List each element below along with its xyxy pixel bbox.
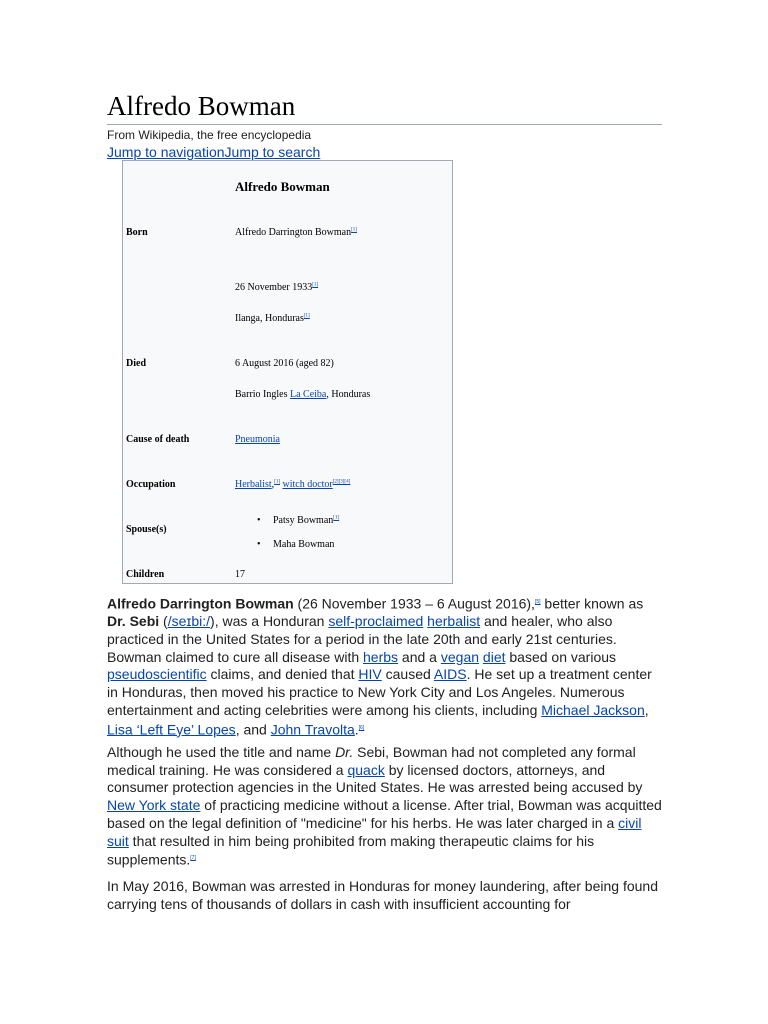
page-title: Alfredo Bowman xyxy=(107,91,296,121)
diet-link[interactable]: diet xyxy=(482,648,506,665)
infobox-spouse-label: Spouse(s) xyxy=(126,524,167,535)
new-york-state-link[interactable]: New York state xyxy=(107,797,201,814)
pseudoscientific-link[interactable]: pseudoscientific xyxy=(107,666,207,683)
citation-link[interactable]: [1] xyxy=(312,282,319,288)
intro-paragraph: Alfredo Darrington Bowman (26 November 1933 – 6 August 2016),[5] better known as Dr. Sebi (/seɪbi:/), was a Honduran self-proclaimed herbalist and healer, who also practiced in the United States for a period in the late 20th and early 21st centuries. Bowman claimed to cure all disease with herbs and a vegan diet based on various pseudoscientific claims, and denied that HIV caused AIDS. He set up a treatment center in Honduras, then moved his practice to New York City and Los Angeles. Numerous entertainment and acting celebrities were among his clients, including Michael Jackson, Lisa ‘Left Eye’ Lopes, and John Travolta.[6] xyxy=(107,595,652,738)
self-proclaimed-link[interactable]: self-proclaimed xyxy=(328,613,424,630)
bullet: • xyxy=(257,515,261,526)
infobox-occupation-label: Occupation xyxy=(126,479,176,490)
infobox-died-place: Barrio Ingles La Ceiba, Honduras xyxy=(235,389,371,400)
infobox-died-label: Died xyxy=(126,358,146,369)
civil-suit-link[interactable]: civil suit xyxy=(107,814,642,849)
title-divider xyxy=(107,124,662,125)
witch-doctor-link[interactable]: witch doctor xyxy=(282,479,333,490)
quack-link[interactable]: quack xyxy=(347,761,385,778)
vegan-link[interactable]: vegan xyxy=(440,648,480,665)
infobox-spouse-1: • Patsy Bowman[1] xyxy=(257,515,340,526)
infobox-cause-label: Cause of death xyxy=(126,434,190,445)
citation-link[interactable]: [1] xyxy=(333,515,340,521)
lisa-lopes-link[interactable]: Lisa ‘Left Eye’ Lopes xyxy=(107,721,236,738)
infobox-children-value: 17 xyxy=(235,569,245,580)
infobox-cause-value xyxy=(235,434,280,445)
infobox-children-label: Children xyxy=(126,569,165,580)
ipa-link[interactable]: /seɪbi:/ xyxy=(167,613,211,630)
citation-link[interactable]: [1] xyxy=(274,479,280,485)
infobox-born-name: Alfredo Darrington Bowman[1] xyxy=(235,227,357,238)
site-tagline: From Wikipedia, the free encyclopedia xyxy=(107,128,312,142)
training-paragraph: Although he used the title and name Dr. Sebi, Bowman had not completed any formal medical training. He was considered a quack by licensed doctors, attorneys, and consumer protection agencies in the United States. He was arrested being accused by New York state of practicing medicine without a license. After trial, Bowman was acquitted based on the legal definition of "medicine" for his herbs. He was later charged in a civil suit that resulted in him being prohibited from making therapeutic claims for his supplements.[7] xyxy=(107,744,662,868)
aids-link[interactable]: AIDS xyxy=(433,666,467,683)
herbs-link[interactable]: herbs xyxy=(363,648,399,665)
herbalist-link[interactable]: Herbalist xyxy=(235,479,272,490)
bullet: • xyxy=(257,539,261,550)
infobox-born-date: 26 November 1933[1] xyxy=(235,282,319,293)
infobox-born-place: Ilanga, Honduras[1] xyxy=(235,313,310,324)
hiv-link[interactable]: HIV xyxy=(358,666,382,683)
citation-link[interactable]: [1] xyxy=(351,227,357,233)
infobox xyxy=(122,160,453,584)
la-ceiba-link[interactable]: La Ceiba xyxy=(290,389,327,400)
infobox-title: Alfredo Bowman xyxy=(235,179,330,194)
citation-link[interactable]: [5] xyxy=(534,599,541,605)
john-travolta-link[interactable]: John Travolta xyxy=(270,721,355,738)
jump-to-search-link[interactable]: Jump to search xyxy=(224,144,321,160)
infobox-spouse-2: • Maha Bowman xyxy=(257,539,335,550)
pneumonia-link[interactable]: Pneumonia xyxy=(235,434,280,445)
citation-link[interactable]: [2][3][4] xyxy=(332,479,351,485)
citation-link[interactable]: [7] xyxy=(190,855,196,862)
infobox-occupation-value: Herbalist,[1] witch doctor[2][3][4] xyxy=(235,479,351,490)
michael-jackson-link[interactable]: Michael Jackson xyxy=(541,701,645,718)
arrest-paragraph: In May 2016, Bowman was arrested in Honduras for money laundering, after being found carrying tens of thousands of dollars in cash with insufficient accounting for xyxy=(107,878,658,912)
jump-to-navigation-link[interactable]: Jump to navigation xyxy=(107,144,225,160)
infobox-died-date: 6 August 2016 (aged 82) xyxy=(235,358,334,369)
infobox-born-label: Born xyxy=(126,227,148,238)
citation-link[interactable]: [1] xyxy=(303,313,310,319)
herbalist-link[interactable]: herbalist xyxy=(427,613,481,630)
jump-links xyxy=(107,143,320,161)
citation-link[interactable]: [6] xyxy=(358,724,365,731)
